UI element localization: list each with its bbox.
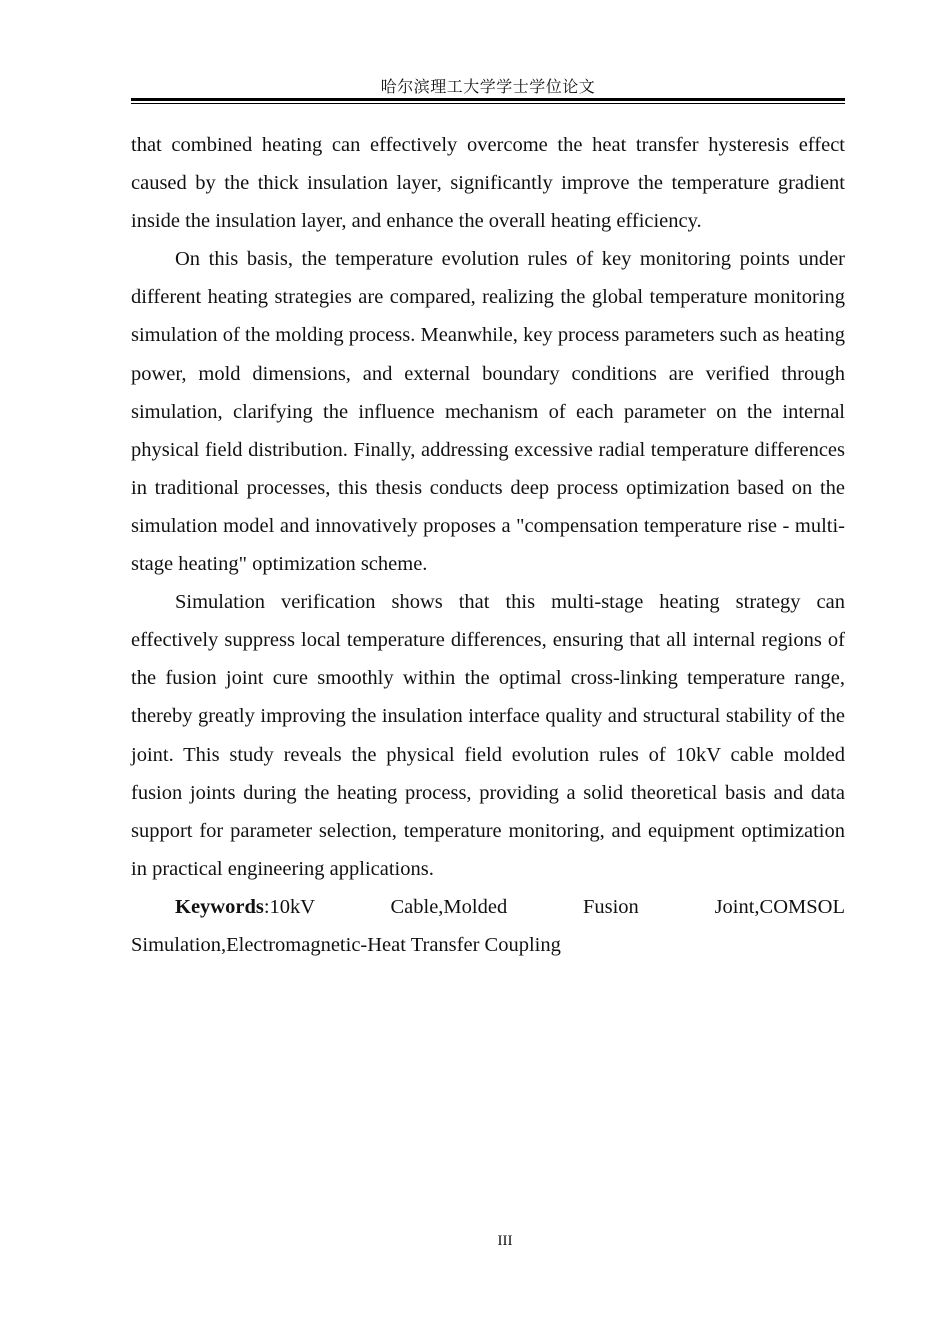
paragraph-continued: that combined heating can effectively overcome the heat transfer hysteresis effect caused by the thick insulation layer, significantly improve the temperature gradient inside the insulation layer, and enhance the overall heating efficiency. <box>131 134 845 233</box>
running-header: 哈尔滨理工大学学士学位论文 <box>380 79 596 96</box>
header-rule-thin <box>131 103 845 104</box>
keywords-text: 10kV Cable,Molded Fusion Joint,COMSOL Simulation,Electromagnetic-Heat Transfer Coupling <box>131 895 845 956</box>
page-number: III <box>497 1233 513 1249</box>
abstract-body <box>131 126 845 964</box>
paragraph-simulation-verification: Simulation verification shows that this multi-stage heating strategy can effectively suppress local temperature differences, ensuring that all internal regions of the fusion joint cure smoothly within the optimal cross-linking temperature range, thereby greatly improving the insulation interface quality and structural stability of the joint. This study reveals the physical field evolution rules of 10kV cable molded fusion joints during the heating process, providing a solid theoretical basis and data support for parameter selection, temperature monitoring, and equipment optimization in practical engineering applications. <box>131 591 845 880</box>
keywords-separator: : <box>263 895 270 918</box>
keywords-label: Keywords <box>175 895 264 918</box>
paragraph-process-comparison: On this basis, the temperature evolution rules of key monitoring points under different heating strategies are compared, realizing the global temperature monitoring simulation of the molding process. Meanwhile, key process parameters such as heating power, mold dimensions, and external boundary conditions are verified through simulation, clarifying the influence mechanism of each parameter on the internal physical field distribution. Finally, addressing excessive radial temperature differences in traditional processes, this thesis conducts deep process optimization based on the simulation model and innovatively proposes a "compensation temperature rise - multi-stage heating" optimization scheme. <box>131 248 845 576</box>
header-rule-thick <box>131 98 845 101</box>
keywords-line <box>131 888 845 964</box>
